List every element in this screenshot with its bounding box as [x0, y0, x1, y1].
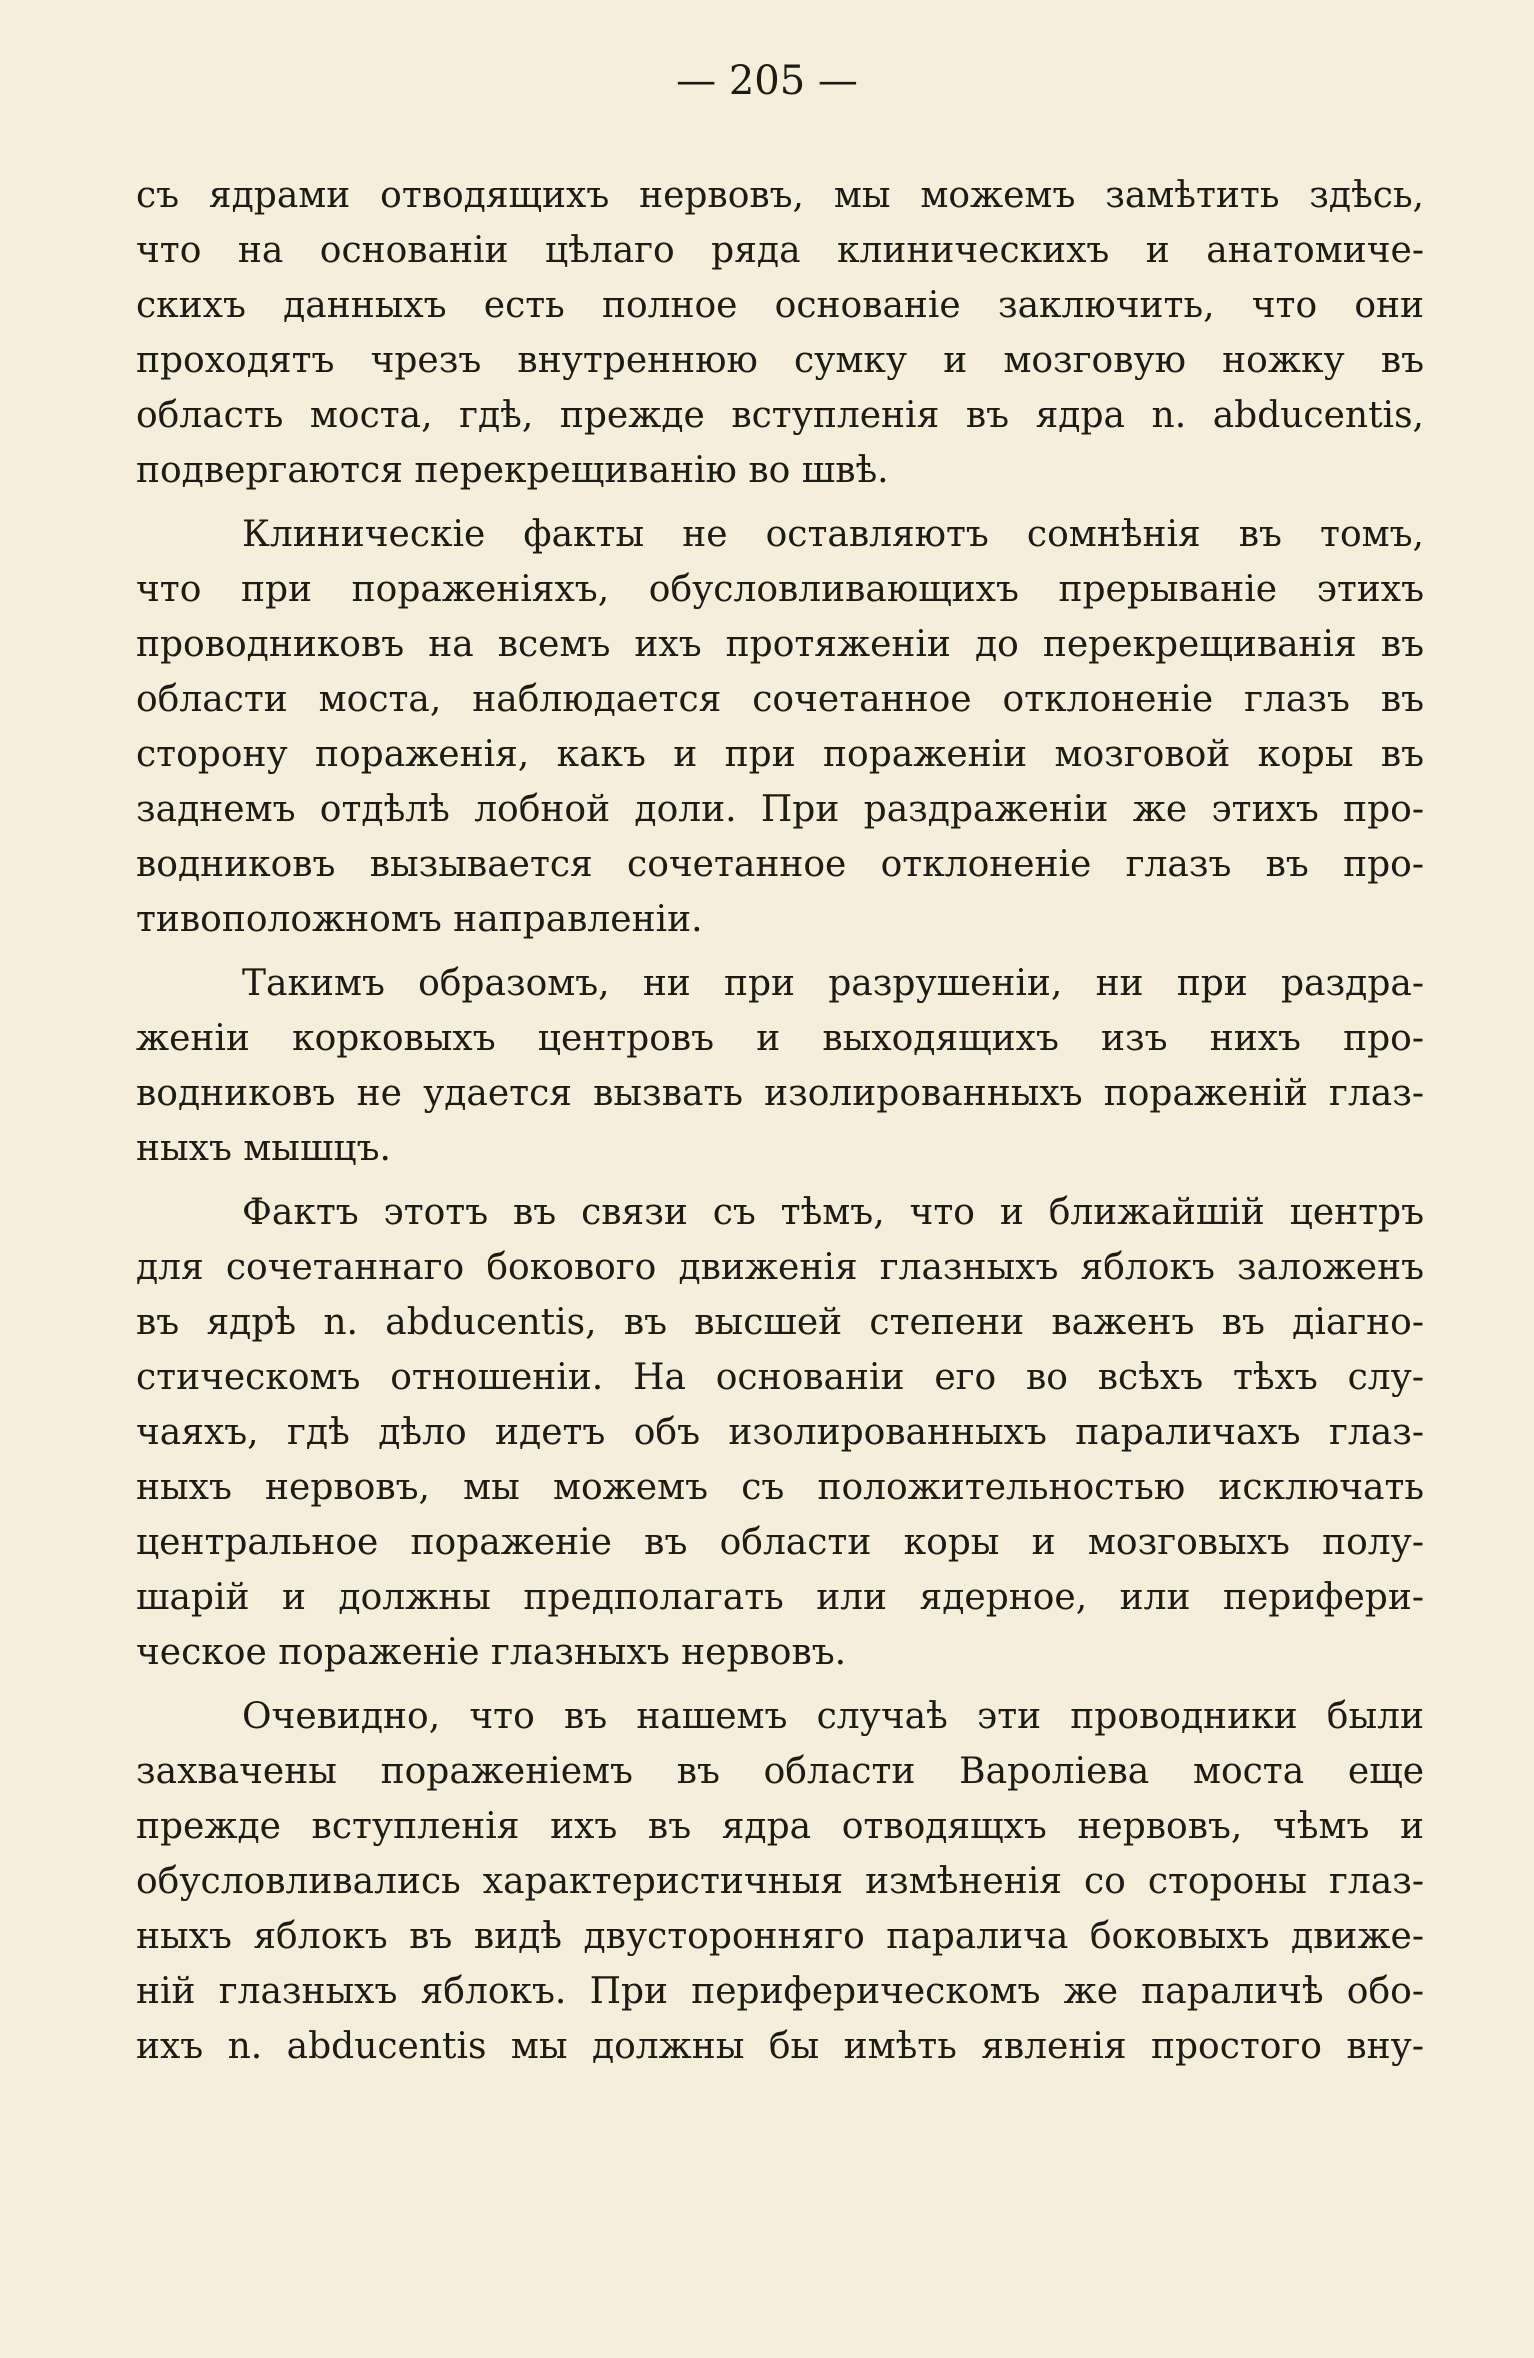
text-line: ческое пораженiе глазныхъ нервовъ.: [136, 1632, 847, 1673]
text-line: проводниковъ на всемъ ихъ протяженiи до перекрещиванiя въ: [136, 624, 1424, 665]
text-line: захвачены пораженiемъ въ области Варолiева моста еще: [136, 1751, 1424, 1792]
text-line: водниковъ вызывается сочетанное отклоненiе глазъ въ про-: [136, 844, 1424, 885]
paragraph: [136, 956, 1424, 1176]
text-line: прежде вступленiя ихъ въ ядра отводящхъ нервовъ, чѣмъ и: [136, 1806, 1424, 1847]
text-line: тивоположномъ направленiи.: [136, 899, 703, 940]
text-line: ныхъ мышцъ.: [136, 1128, 391, 1169]
text-line: заднемъ отдѣлѣ лобной доли. При раздраженiи же этихъ про-: [136, 789, 1424, 830]
text-line: женiи корковыхъ центровъ и выходящихъ изъ нихъ про-: [136, 1018, 1424, 1059]
paragraph: [136, 1689, 1424, 2074]
text-line: центральное пораженiе въ области коры и мозговыхъ полу-: [136, 1522, 1424, 1563]
text-line: въ ядрѣ n. abducentis, въ высшей степени важенъ въ дiагно-: [136, 1302, 1424, 1343]
paragraph: [136, 168, 1424, 498]
text-line: области моста, наблюдается сочетанное отклоненiе глазъ въ: [136, 679, 1424, 720]
text-line: нiй глазныхъ яблокъ. При периферическомъ же параличѣ обо-: [136, 1971, 1424, 2012]
text-line: съ ядрами отводящихъ нервовъ, мы можемъ замѣтить здѣсь,: [136, 175, 1424, 216]
text-line: скихъ данныхъ есть полное основанiе заключить, что они: [136, 285, 1424, 326]
text-line: обусловливались характеристичныя измѣненiя со стороны глаз-: [136, 1861, 1424, 1902]
text-line: шарiй и должны предполагать или ядерное, или перифери-: [136, 1577, 1424, 1618]
text-line: что на основанiи цѣлаго ряда клиническихъ и анатомиче-: [136, 230, 1424, 271]
text-line: ныхъ яблокъ въ видѣ двусторонняго паралича боковыхъ движе-: [136, 1916, 1424, 1957]
text-line: ихъ n. abducentis мы должны бы имѣть явленiя простого вну-: [136, 2026, 1424, 2067]
body-text: [136, 168, 1424, 2074]
paragraph: [136, 1185, 1424, 1680]
text-line: стическомъ отношенiи. На основанiи его во всѣхъ тѣхъ слу-: [136, 1357, 1424, 1398]
text-line: подвергаются перекрещиванiю во швѣ.: [136, 450, 889, 491]
text-line: область моста, гдѣ, прежде вступленiя въ ядра n. abducentis,: [136, 395, 1424, 436]
text-line: Фактъ этотъ въ связи съ тѣмъ, что и ближайшiй центръ: [242, 1192, 1424, 1233]
text-line: проходятъ чрезъ внутреннюю сумку и мозговую ножку въ: [136, 340, 1424, 381]
text-line: ныхъ нервовъ, мы можемъ съ положительностью исключать: [136, 1467, 1424, 1508]
text-line: что при пораженiяхъ, обусловливающихъ прерыванiе этихъ: [136, 569, 1424, 610]
text-line: чаяхъ, гдѣ дѣло идетъ объ изолированныхъ параличахъ глаз-: [136, 1412, 1424, 1453]
text-line: Такимъ образомъ, ни при разрушенiи, ни при раздра-: [242, 963, 1424, 1004]
text-line: сторону пораженiя, какъ и при пораженiи мозговой коры въ: [136, 734, 1424, 775]
text-line: водниковъ не удается вызвать изолированныхъ пораженiй глаз-: [136, 1073, 1424, 1114]
paragraph: [136, 507, 1424, 947]
text-line: Клиническiе факты не оставляютъ сомнѣнiя въ томъ,: [242, 514, 1424, 555]
text-line: Очевидно, что въ нашемъ случаѣ эти проводники были: [242, 1696, 1424, 1737]
text-line: для сочетаннаго бокового движенiя глазныхъ яблокъ заложенъ: [136, 1247, 1424, 1288]
page-number: — 205 —: [676, 58, 858, 104]
